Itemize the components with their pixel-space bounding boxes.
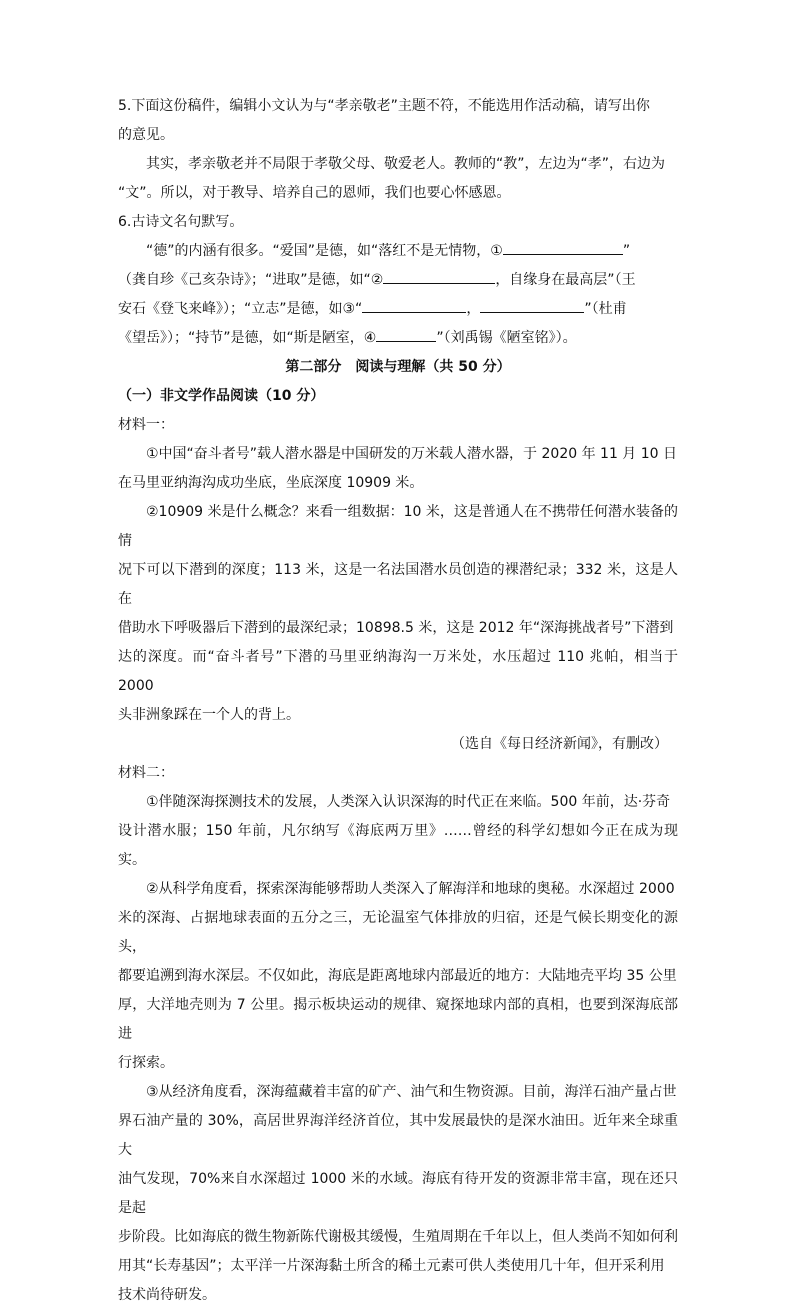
- answer-blank-1[interactable]: [503, 240, 623, 255]
- material-line: 都要追溯到海水深层。不仅如此，海底是距离地球内部最近的地方：大陆地壳平均 35 公里: [118, 968, 677, 984]
- material-line: 行探索。: [118, 1055, 174, 1071]
- q6-text: （龚自珍《己亥杂诗》；“进取”是德，如“②: [118, 272, 384, 288]
- material-2: [118, 759, 678, 1310]
- material-line: 设计潜水服；150 年前，凡尔纳写《海底两万里》……曾经的科学幻想如今正在成为现实。: [118, 823, 678, 868]
- answer-blank-4[interactable]: [376, 327, 436, 342]
- q6-text: ”: [622, 243, 631, 259]
- material-line: 在马里亚纳海沟成功坐底，坐底深度 10909 米。: [118, 475, 424, 491]
- q6-text: 《望岳》）；“持节”是德，如“斯是陋室，④: [118, 330, 377, 346]
- answer-blank-2[interactable]: [383, 269, 495, 284]
- q6-text: “德”的内涵有很多。“爱国”是德，如“落红不是无情物，①: [146, 243, 503, 259]
- material-line: 头非洲象踩在一个人的背上。: [118, 707, 300, 723]
- q5-passage-line: “文”。所以，对于教导、培养自己的恩师，我们也要心怀感恩。: [118, 185, 511, 201]
- material-line: ③从经济角度看，深海蕴藏着丰富的矿产、油气和生物资源。目前，海洋石油产量占世: [146, 1084, 677, 1100]
- material-line: 油气发现，70%来自水深超过 1000 米的水域。海底有待开发的资源非常丰富，现在还只是起: [118, 1171, 678, 1216]
- answer-blank-3a[interactable]: [362, 298, 466, 313]
- material-line: 况下可以下潜到的深度；113 米，这是一名法国潜水员创造的裸潜纪录；332 米，这是人在: [118, 562, 678, 607]
- material-line: 技术尚待研发。: [118, 1287, 216, 1303]
- material-line: ②10909 米是什么概念？来看一组数据：10 米，这是普通人在不携带任何潜水装备的情: [118, 504, 678, 549]
- q6-title: 6.古诗文名句默写。: [118, 214, 244, 230]
- material-label: 材料二：: [118, 765, 174, 781]
- material-line: ①伴随深海探测技术的发展，人类深入认识深海的时代正在来临。500 年前，达·芬奇: [146, 794, 671, 810]
- q6-line: [118, 266, 678, 295]
- q6-text: ，自缘身在最高层”（王: [495, 272, 636, 288]
- material-line: 米的深海、占据地球表面的五分之三，无论温室气体排放的归宿，还是气候长期变化的源头，: [118, 910, 678, 955]
- q6-text: ”（杜甫: [584, 301, 627, 317]
- material-line: ①中国“奋斗者号”载人潜水器是中国研发的万米载人潜水器，于 2020 年 11 月 10 日: [146, 446, 678, 462]
- q6-text: 安石《登飞来峰》）；“立志”是德，如③“: [118, 301, 363, 317]
- q5-passage-line: 其实，孝亲敬老并不局限于孝敬父母、敬爱老人。教师的“教”，左边为“孝”，右边为: [146, 156, 666, 172]
- material-line: 步阶段。比如海底的微生物新陈代谢极其缓慢，生殖周期在千年以上，但人类尚不知如何利: [118, 1229, 678, 1245]
- source-citation: （选自《每日经济新闻》，有删改）: [451, 736, 668, 752]
- section-title: （一）非文学作品阅读（10 分）: [118, 388, 325, 404]
- q5-question-line: 的意见。: [118, 127, 174, 143]
- question-5: [118, 92, 678, 208]
- part2-title: 第二部分 阅读与理解（共 50 分）: [285, 359, 511, 375]
- exam-page: [118, 92, 678, 1310]
- material-line: ②从科学角度看，探索深海能够帮助人类深入了解海洋和地球的奥秘。水深超过 2000: [146, 881, 675, 897]
- material-line: 厚，大洋地壳则为 7 公里。揭示板块运动的规律、窥探地球内部的真相，也要到深海底部进: [118, 997, 678, 1042]
- material-line: 界石油产量的 30%，高居世界海洋经济首位，其中发展最快的是深水油田。近年来全球重大: [118, 1113, 678, 1158]
- material-1: [118, 411, 678, 759]
- answer-blank-3b[interactable]: [480, 298, 584, 313]
- material-line: 达的深度。而“奋斗者号”下潜的马里亚纳海沟一万米处，水压超过 110 兆帕，相当于 2000: [118, 649, 678, 694]
- question-6: [118, 208, 678, 353]
- material-line: 借助水下呼吸器后下潜到的最深纪录；10898.5 米，这是 2012 年“深海挑战者号”下潜到: [118, 620, 674, 636]
- q6-line: [118, 324, 678, 353]
- material-line: 用其“长寿基因”；太平洋一片深海黏土所含的稀土元素可供人类使用几十年，但开采利用: [118, 1258, 665, 1274]
- q6-text: ，: [466, 301, 481, 317]
- q5-question-line: 5.下面这份稿件，编辑小文认为与“孝亲敬老”主题不符，不能选用作活动稿，请写出你: [118, 98, 650, 114]
- material-label: 材料一：: [118, 417, 174, 433]
- q6-line: [118, 295, 678, 324]
- q6-line: [118, 237, 678, 266]
- q6-text: ”（刘禹锡《陋室铭》）。: [436, 330, 577, 346]
